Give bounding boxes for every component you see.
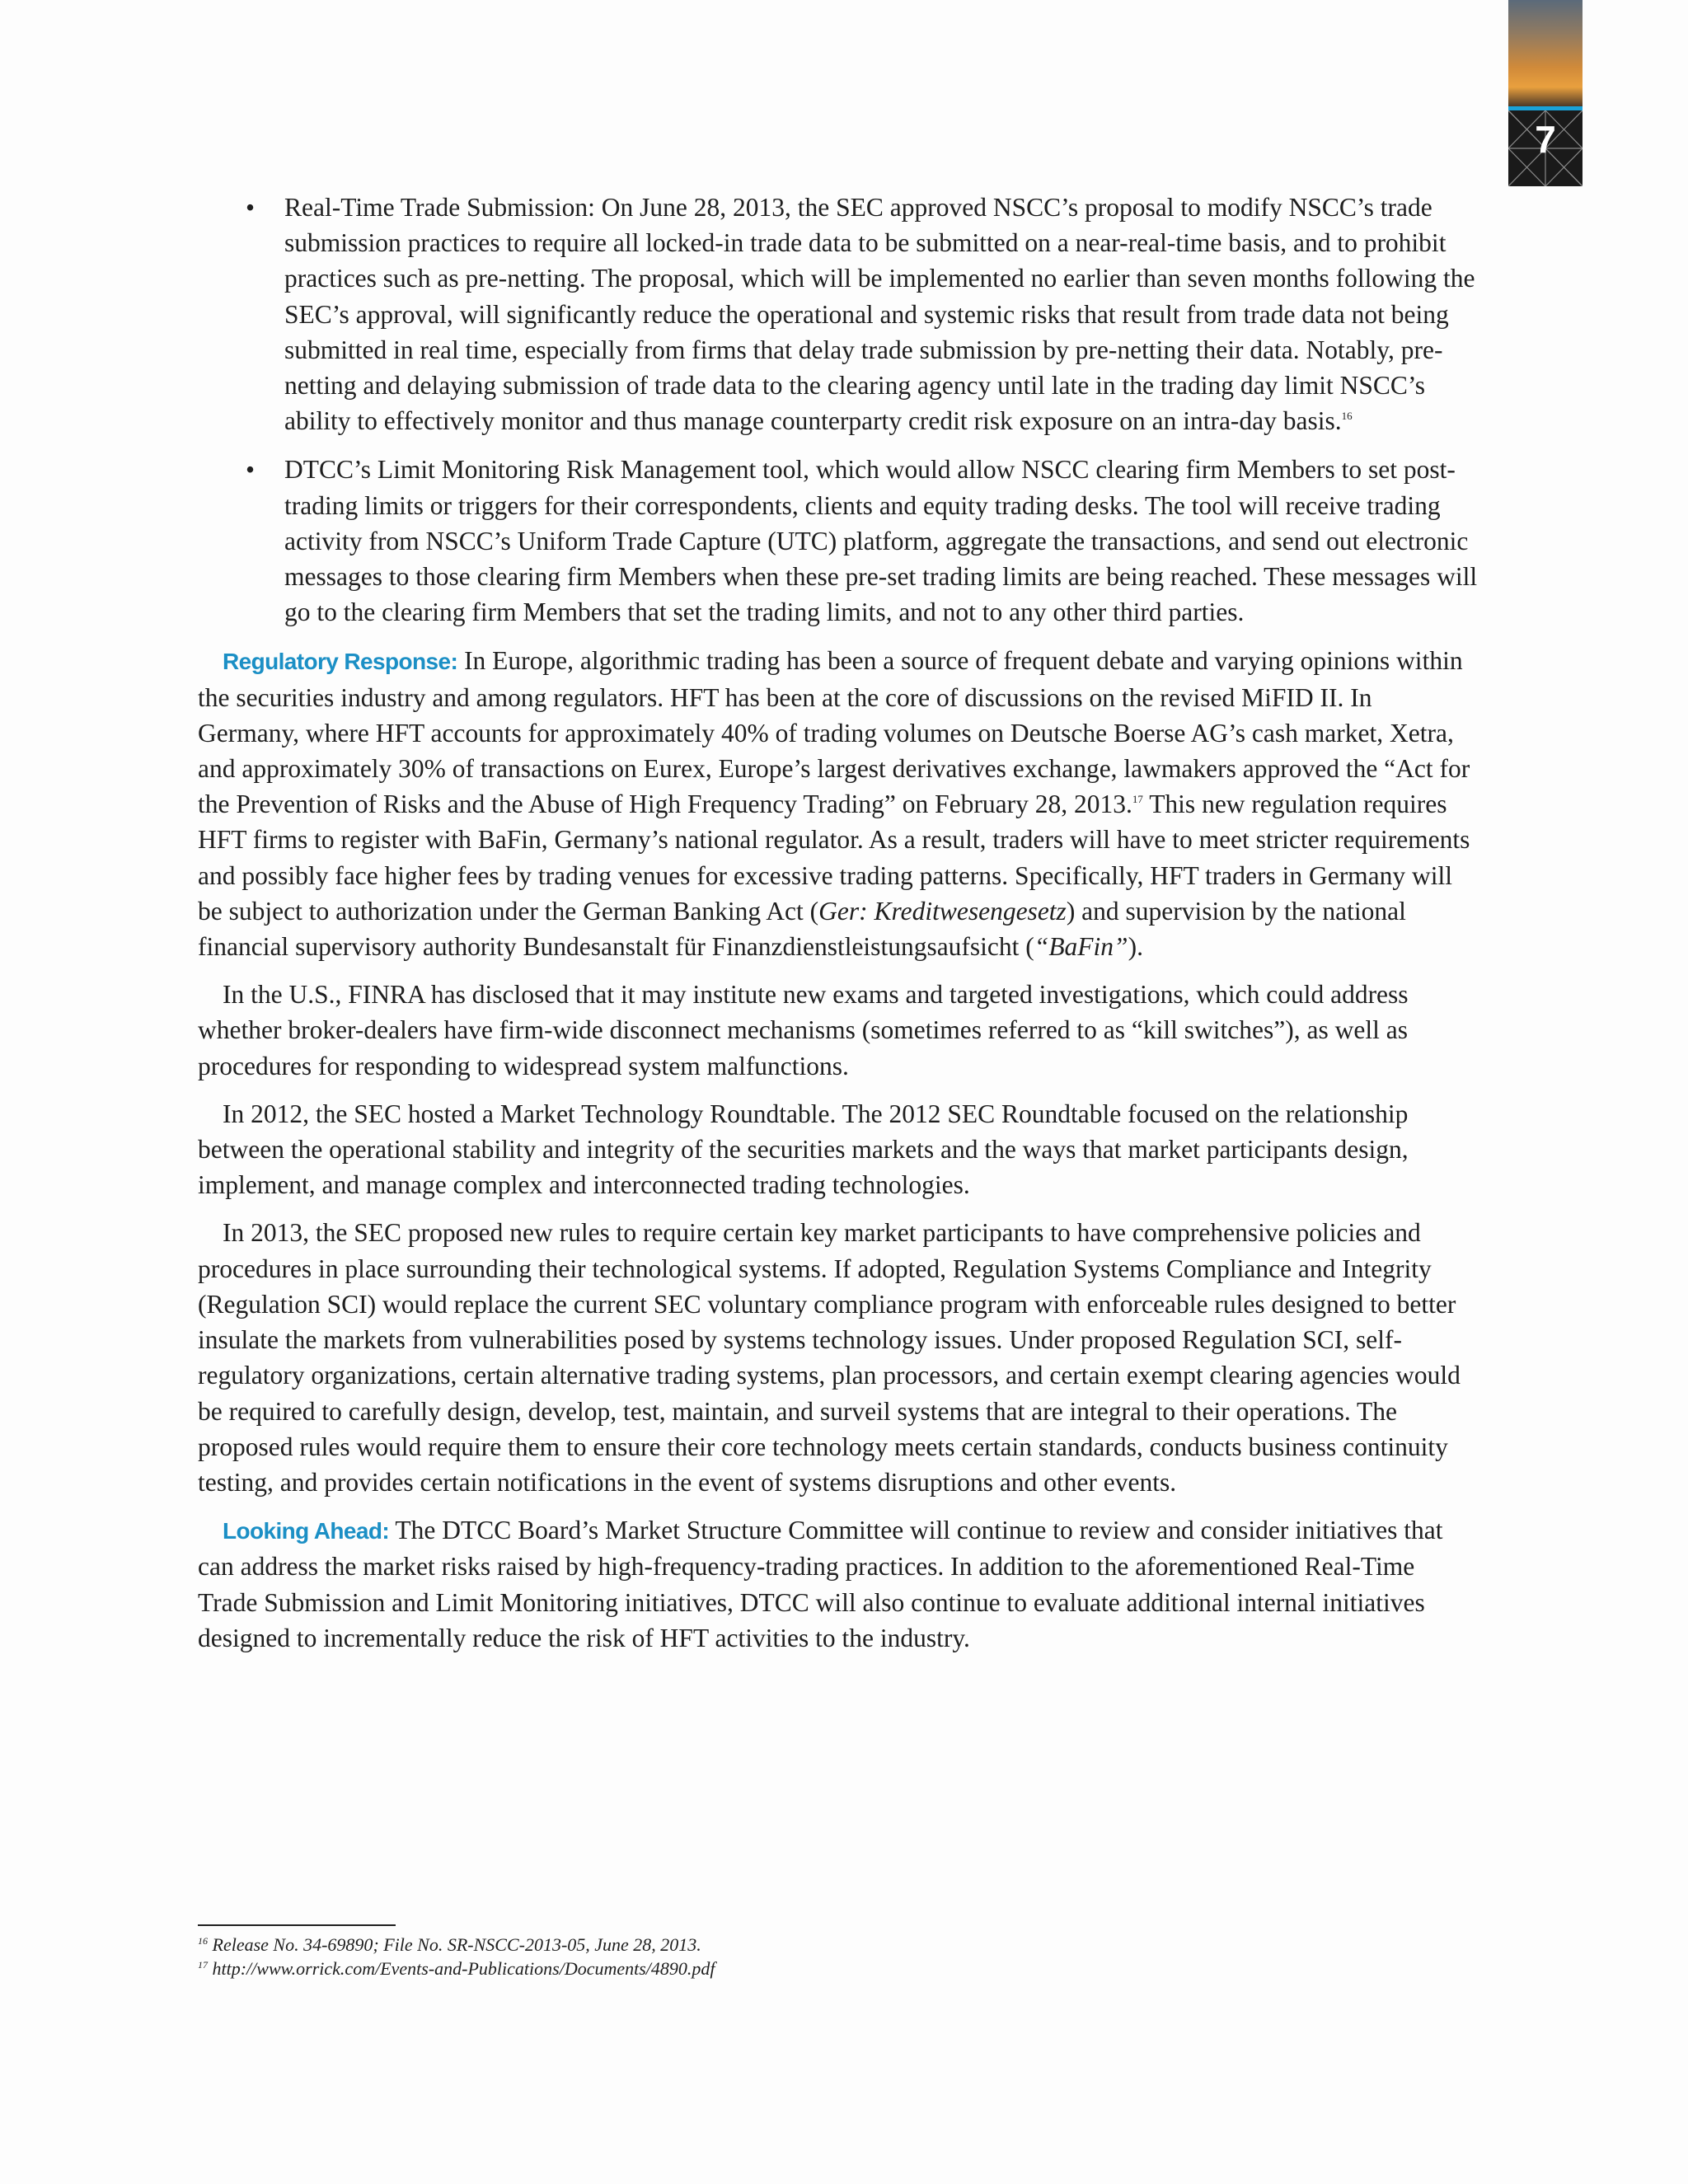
italic-term: “BaFin” — [1034, 932, 1128, 962]
regulation-sci-paragraph: In 2013, the SEC proposed new rules to require certain key market participants to have comprehensive policies and procedures in place surrounding their technological systems. If adopted, Regulation Systems Compliance and Integrity (Regulation SCI) would replace the current SEC voluntary compliance program with enforceable rules designed to better insulate the markets from vulnerabilities posed by systems technology issues. Under proposed Regulation SCI, self-regulatory organizations, certain alternative trading systems, plan processors, and certain exempt clearing agencies would be required to carefully design, develop, test, maintain, and surveil systems that are integral to their operations. The proposed rules would require them to ensure their core technology meets certain standards, conducts business continuity testing, and provides certain notifications in the event of systems disruptions and other events. — [198, 1218, 1461, 1497]
footnote-ref: 17 — [1132, 793, 1143, 806]
paragraph-text: ). — [1128, 932, 1143, 962]
bullet-icon: • — [246, 193, 256, 222]
page-number: 7 — [1535, 118, 1556, 161]
lightning-photo — [1508, 0, 1582, 109]
footnote-link[interactable]: http://www.orrick.com/Events-and-Publications/Documents/4890.pdf — [212, 1958, 715, 1979]
footnote-number: 16 — [198, 1935, 208, 1947]
roundtable-paragraph: In 2012, the SEC hosted a Market Technology Roundtable. The 2012 SEC Roundtable focused on the relationship between the operational stability and integrity of the securities markets and the ways that market participants design, implement, and manage complex and interconnected trading technologies. — [198, 1099, 1409, 1200]
looking-ahead-label: Looking Ahead: — [223, 1518, 390, 1544]
footnote-17 — [198, 1957, 1187, 1980]
article-body — [198, 190, 1479, 1668]
paragraph-text: This new regulation requires HFT firms to register with BaFin, Germany’s national regulator. As a result, traders will have to meet stricter requirements and possibly face higher fees by trading venues for excessive trading patterns. Specifically, HFT traders in Germany will be subject to authorization under the German Banking Act ( — [198, 790, 1470, 926]
regulatory-response-paragraph — [198, 643, 1479, 964]
bullet-icon: • — [246, 455, 256, 485]
paragraph-text: The DTCC Board’s Market Structure Committee will continue to review and consider initiatives that can address the market risks raised by high-frequency-trading practices. In addition to the aforementioned Real-Time Trade Submission and Limit Monitoring initiatives, DTCC will also continue to evaluate additional internal initiatives designed to incrementally reduce the risk of HFT activities to the industry. — [198, 1516, 1443, 1652]
regulatory-response-label: Regulatory Response: — [223, 649, 458, 675]
italic-term: Ger: Kreditwesengesetz — [818, 896, 1067, 926]
paragraph-text: In Europe, algorithmic trading has been a source of frequent debate and varying opinions within the securities industry and among regulators. HFT has been at the core of discussions on the revised MiFID II. In Germany, where HFT accounts for approximately 40% of trading volumes on Deutsche Boerse AG’s cash market, Xetra, and approximately 30% of transactions on Eurex, Europe’s largest derivatives exchange, lawmakers approved the “Act for the Prevention of Risks and the Abuse of High Frequency Trading” on February 28, 2013. — [198, 646, 1470, 819]
looking-ahead-paragraph — [198, 1512, 1479, 1656]
bullet-item — [198, 190, 1479, 438]
bullet-list — [198, 190, 1479, 630]
bullet-item — [198, 452, 1479, 630]
footnotes — [198, 1924, 1187, 1980]
footnote-divider — [198, 1924, 396, 1926]
footnote-ref: 16 — [1341, 410, 1353, 423]
bullet-text: Real-Time Trade Submission: On June 28, 2013, the SEC approved NSCC’s proposal to modify NSCC’s trade submission practices to require all locked-in trade data to be submitted on a near-real-time basis, and to prohibit practices such as pre-netting. The proposal, which will be implemented no earlier than seven months following the SEC’s approval, will significantly reduce the operational and systemic risks that result from trade data not being submitted in real time, especially from firms that delay trade submission by pre-netting their data. Notably, pre-netting and delaying submission of trade data to the clearing agency until late in the trading day limit NSCC’s ability to effectively monitor and thus manage counterparty credit risk exposure on an intra-day basis. — [284, 193, 1475, 436]
footnote-number: 17 — [198, 1959, 208, 1971]
footnote-text: Release No. 34-69890; File No. SR-NSCC-2013-05, June 28, 2013. — [212, 1934, 701, 1955]
page-tab — [1508, 0, 1582, 186]
bullet-text: DTCC’s Limit Monitoring Risk Management tool, which would allow NSCC clearing firm Members to set post-trading limits or triggers for their correspondents, clients and equity trading desks. The tool will receive trading activity from NSCC’s Uniform Trade Capture (UTC) platform, aggregate the transactions, and send out electronic messages to those clearing firm Members when these pre-set trading limits are being reached. These messages will go to the clearing firm Members that set the trading limits, and not to any other third parties. — [284, 455, 1478, 627]
footnote-16 — [198, 1933, 1187, 1957]
paragraph-text: ) and supervision by the national financial supervisory authority Bundesanstalt für Finanzdienstleistungsaufsicht ( — [198, 896, 1406, 962]
finra-paragraph: In the U.S., FINRA has disclosed that it may institute new exams and targeted investigations, which could address whether broker-dealers have firm-wide disconnect mechanisms (sometimes referred to as “kill switches”), as well as procedures for responding to widespread system malfunctions. — [198, 980, 1409, 1080]
